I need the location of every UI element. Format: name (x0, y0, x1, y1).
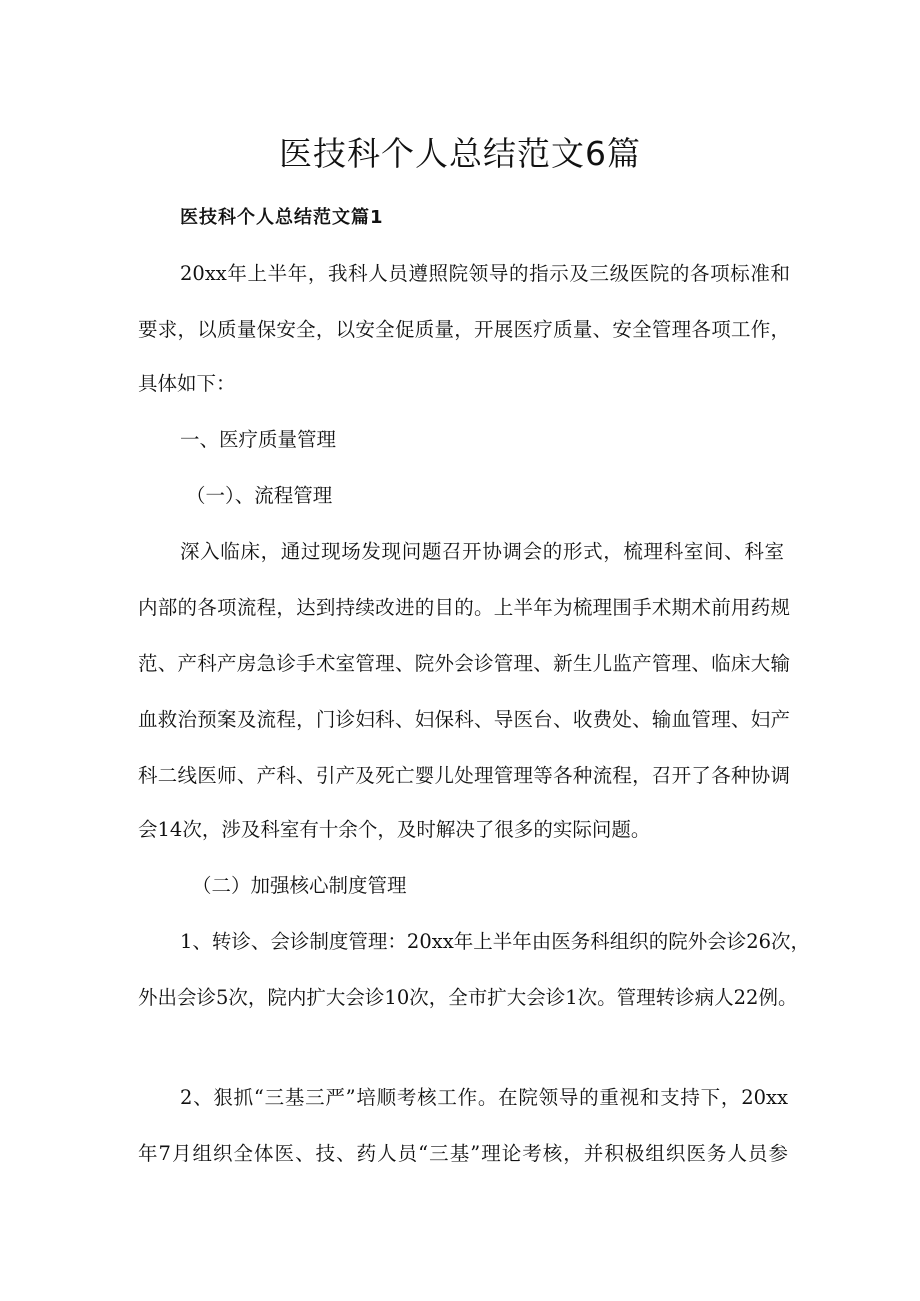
paragraph-line: 范、产科产房急诊手术室管理、院外会诊管理、新生儿监产管理、临床大输 (138, 652, 790, 675)
document-title: 医技科个人总结范文6篇 (279, 134, 641, 173)
paragraph-line: 外出会诊5次，院内扩大会诊10次，全市扩大会诊1次。管理转诊病人22例。 (138, 986, 798, 1009)
section-heading: 医技科个人总结范文篇1 (180, 207, 384, 228)
paragraph-line: 会14次，涉及科室有十余个，及时解决了很多的实际问题。 (138, 818, 651, 841)
paragraph-line: 具体如下： (138, 372, 236, 395)
paragraph-line: 科二线医师、产科、引产及死亡婴儿处理管理等各种流程，召开了各种协调 (138, 764, 790, 787)
paragraph-line: 深入临床，通过现场发现问题召开协调会的形式，梳理科室间、科室 (180, 540, 784, 563)
paragraph-line: 要求，以质量保安全，以安全促质量，开展医疗质量、安全管理各项工作， (138, 318, 790, 341)
heading-level-2: （一）、流程管理 (186, 484, 333, 507)
paragraph-line: 1、转诊、会诊制度管理：20xx年上半年由医务科组织的院外会诊26次， (180, 930, 811, 953)
paragraph-line: 内部的各项流程，达到持续改进的目的。上半年为梳理围手术期术前用药规 (138, 596, 790, 619)
paragraph-line: 2、狠抓“三基三严”培顺考核工作。在院领导的重视和支持下，20xx (180, 1086, 788, 1109)
paragraph-line: 血救治预案及流程，门诊妇科、妇保科、导医台、收费处、输血管理、妇产 (138, 708, 790, 731)
heading-level-1: 一、医疗质量管理 (180, 428, 337, 451)
paragraph-line: 年7月组织全体医、技、药人员“三基”理论考核，并积极组织医务人员参 (138, 1142, 788, 1165)
heading-level-2: （二）加强核心制度管理 (192, 874, 407, 897)
paragraph-line: 20xx年上半年，我科人员遵照院领导的指示及三级医院的各项标准和 (180, 262, 790, 285)
